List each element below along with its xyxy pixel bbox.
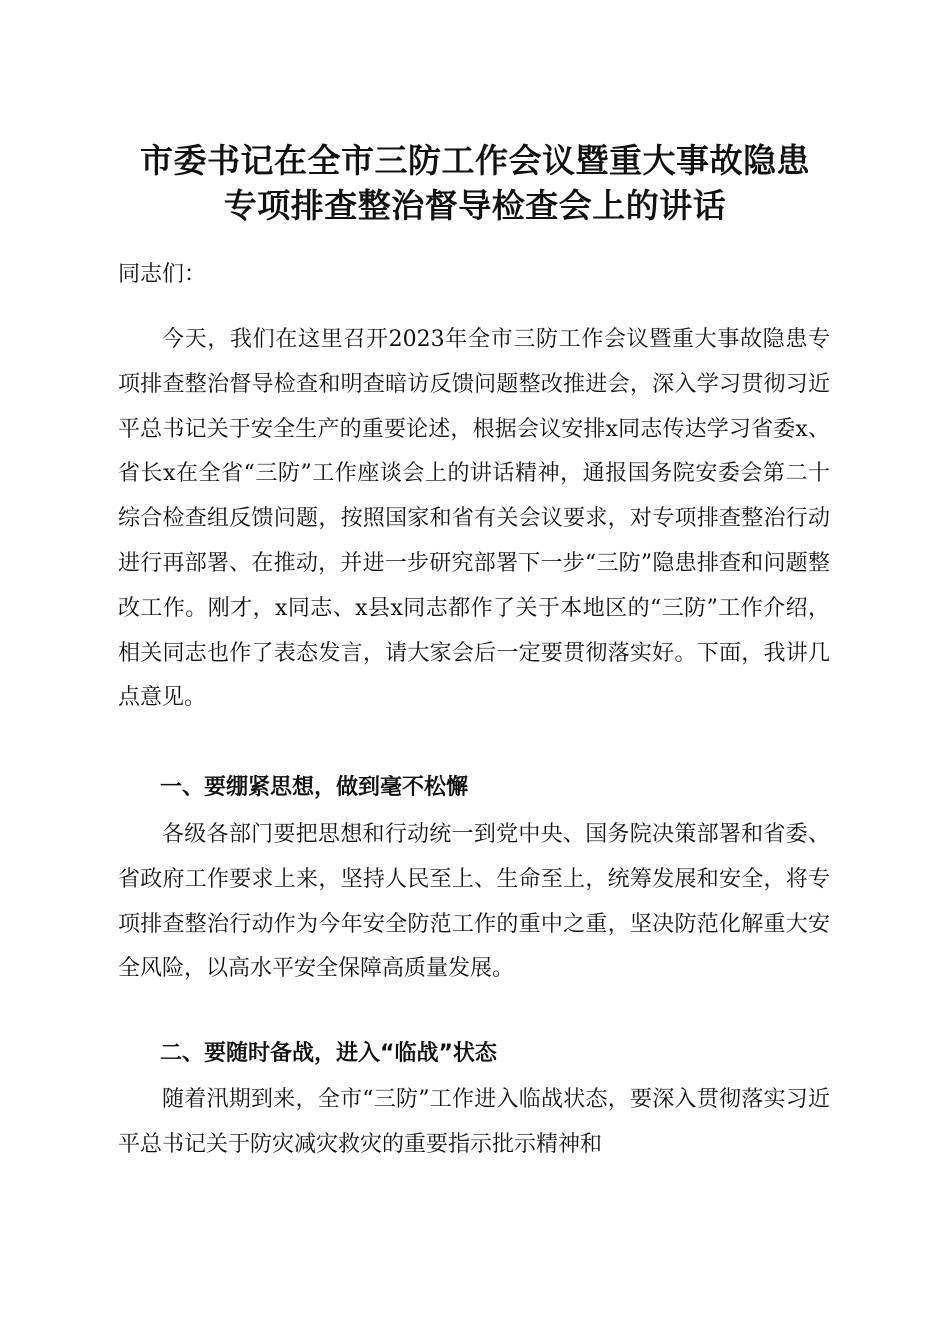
paragraph-section-1: 各级各部门要把思想和行动统一到党中央、国务院决策部署和省委、省政府工作要求上来，坚持人民至上、生命至上，统筹发展和安全，将专项排查整治行动作为今年安全防范工作的重中之重，坚决防范化解重大安全风险，以高水平安全保障高质量发展。 [118,822,830,982]
section-heading-1: 一、要绷紧思想，做到毫不松懈 [160,775,469,800]
paragraph-opening: 今天，我们在这里召开2023年全市三防工作会议暨重大事故隐患专项排查整治督导检查和明查暗访反馈问题整改推进会，深入学习贯彻习近平总书记关于安全生产的重要论述，根据会议安排x同志传达学习省委x、省长x在全省“三防”工作座谈会上的讲话精神，通报国务院安委会第二十综合检查组反馈问题，按照国家和省有关会议要求，对专项排查整治行动进行再部署、在推动，并进一步研究部署下一步“三防”隐患排查和问题整改工作。刚才，x同志、x县x同志都作了关于本地区的“三防”工作介绍，相关同志也作了表态发言，请大家会后一定要贯彻落实好。下面，我讲几点意见。 [118,327,830,711]
salutation: 同志们： [118,262,207,287]
paragraph-section-2: 随着汛期到来，全市“三防”工作进入临战状态，要深入贯彻落实习近平总书记关于防灾减灾救灾的重要指示批示精神和 [118,1087,830,1157]
document-title-line-1: 市委书记在全市三防工作会议暨重大事故隐患 [140,141,810,180]
document-title-line-2: 专项排查整治督导检查会上的讲话 [223,186,727,225]
section-heading-2: 二、要随时备战，进入“临战”状态 [160,1041,497,1066]
